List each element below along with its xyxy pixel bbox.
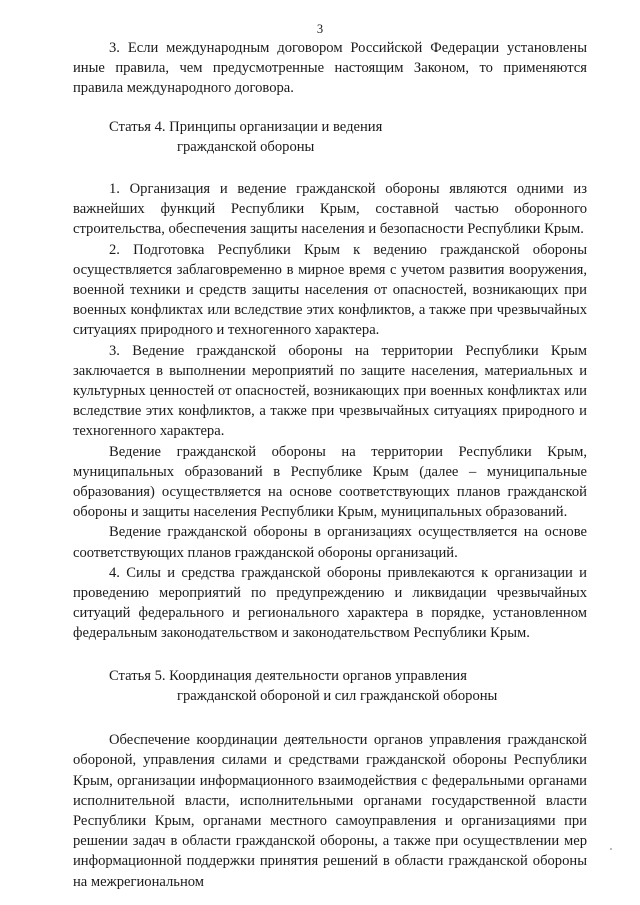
article-4-paragraph-4: 4. Силы и средства гражданской обороны привлекаются к организации и проведению мероприятий по предупреждению и ликвидации чрезвычайных ситуаций федерального и регионального характера в порядке, установленном федеральным законодательством и законодательством Республики Крым. bbox=[73, 564, 587, 642]
article-4-heading-line-1: Статья 4. Принципы организации и ведения bbox=[109, 118, 383, 135]
document-body bbox=[73, 38, 587, 892]
scan-artifact bbox=[610, 848, 612, 850]
article-4-paragraph-2: 2. Подготовка Республики Крым к ведению гражданской обороны осуществляется заблаговременно в мирное время с учетом развития вооружения, военной техники и средств защиты населения от опасностей, возникающих при военных конфликтах или вследствие этих конфликтов, а также при чрезвычайных ситуациях природного и техногенного характера. bbox=[73, 241, 587, 339]
article-4-paragraph-3c: Ведение гражданской обороны в организациях осуществляется на основе соответствующих планов гражданской обороны организаций. bbox=[73, 524, 587, 561]
article-4-heading bbox=[73, 117, 587, 157]
article-5-heading bbox=[73, 666, 587, 706]
article-4-paragraph-1: 1. Организация и ведение гражданской обороны являются одними из важнейших функций Республики Крым, составной частью оборонного строительства, обеспечения защиты населения и безопасности Республики Крым. bbox=[73, 181, 587, 238]
article-4-paragraph-3b: Ведение гражданской обороны на территории Республики Крым, муниципальных образований в Республике Крым (далее – муниципальные образования) осуществляется на основе соответствующих планов гражданской обороны и защиты населения Республики Крым, муниципальных образований. bbox=[73, 443, 587, 521]
paragraph-clause-3: 3. Если международным договором Российской Федерации установлены иные правила, чем предусмотренные настоящим Законом, то применяются правила международного договора. bbox=[73, 40, 587, 97]
article-4-heading-line-2: гражданской обороны bbox=[177, 138, 315, 155]
article-5-paragraph-1: Обеспечение координации деятельности органов управления гражданской обороной, управления силами и средствами гражданской обороны Республики Крым, организации информационного взаимодействия с федеральными органами исполнительной власти, исполнительными органами государственной власти Республики Крым, органами местного самоуправления и организациями при решении задач в области гражданской обороны, а также при осуществлении мер информационной поддержки принятия решений в области гражданской обороны на межрегиональном bbox=[73, 732, 587, 890]
article-4-paragraph-3: 3. Ведение гражданской обороны на территории Республики Крым заключается в выполнении мероприятий по защите населения, материальных и культурных ценностей от опасностей, возникающих при военных конфликтах или вследствие этих конфликтов, а также при чрезвычайных ситуациях природного и техногенного характера. bbox=[73, 342, 587, 440]
article-5-heading-line-2: гражданской обороной и сил гражданской обороны bbox=[177, 687, 498, 704]
page-number: 3 bbox=[316, 22, 324, 36]
article-5-heading-line-1: Статья 5. Координация деятельности органов управления bbox=[109, 667, 467, 684]
